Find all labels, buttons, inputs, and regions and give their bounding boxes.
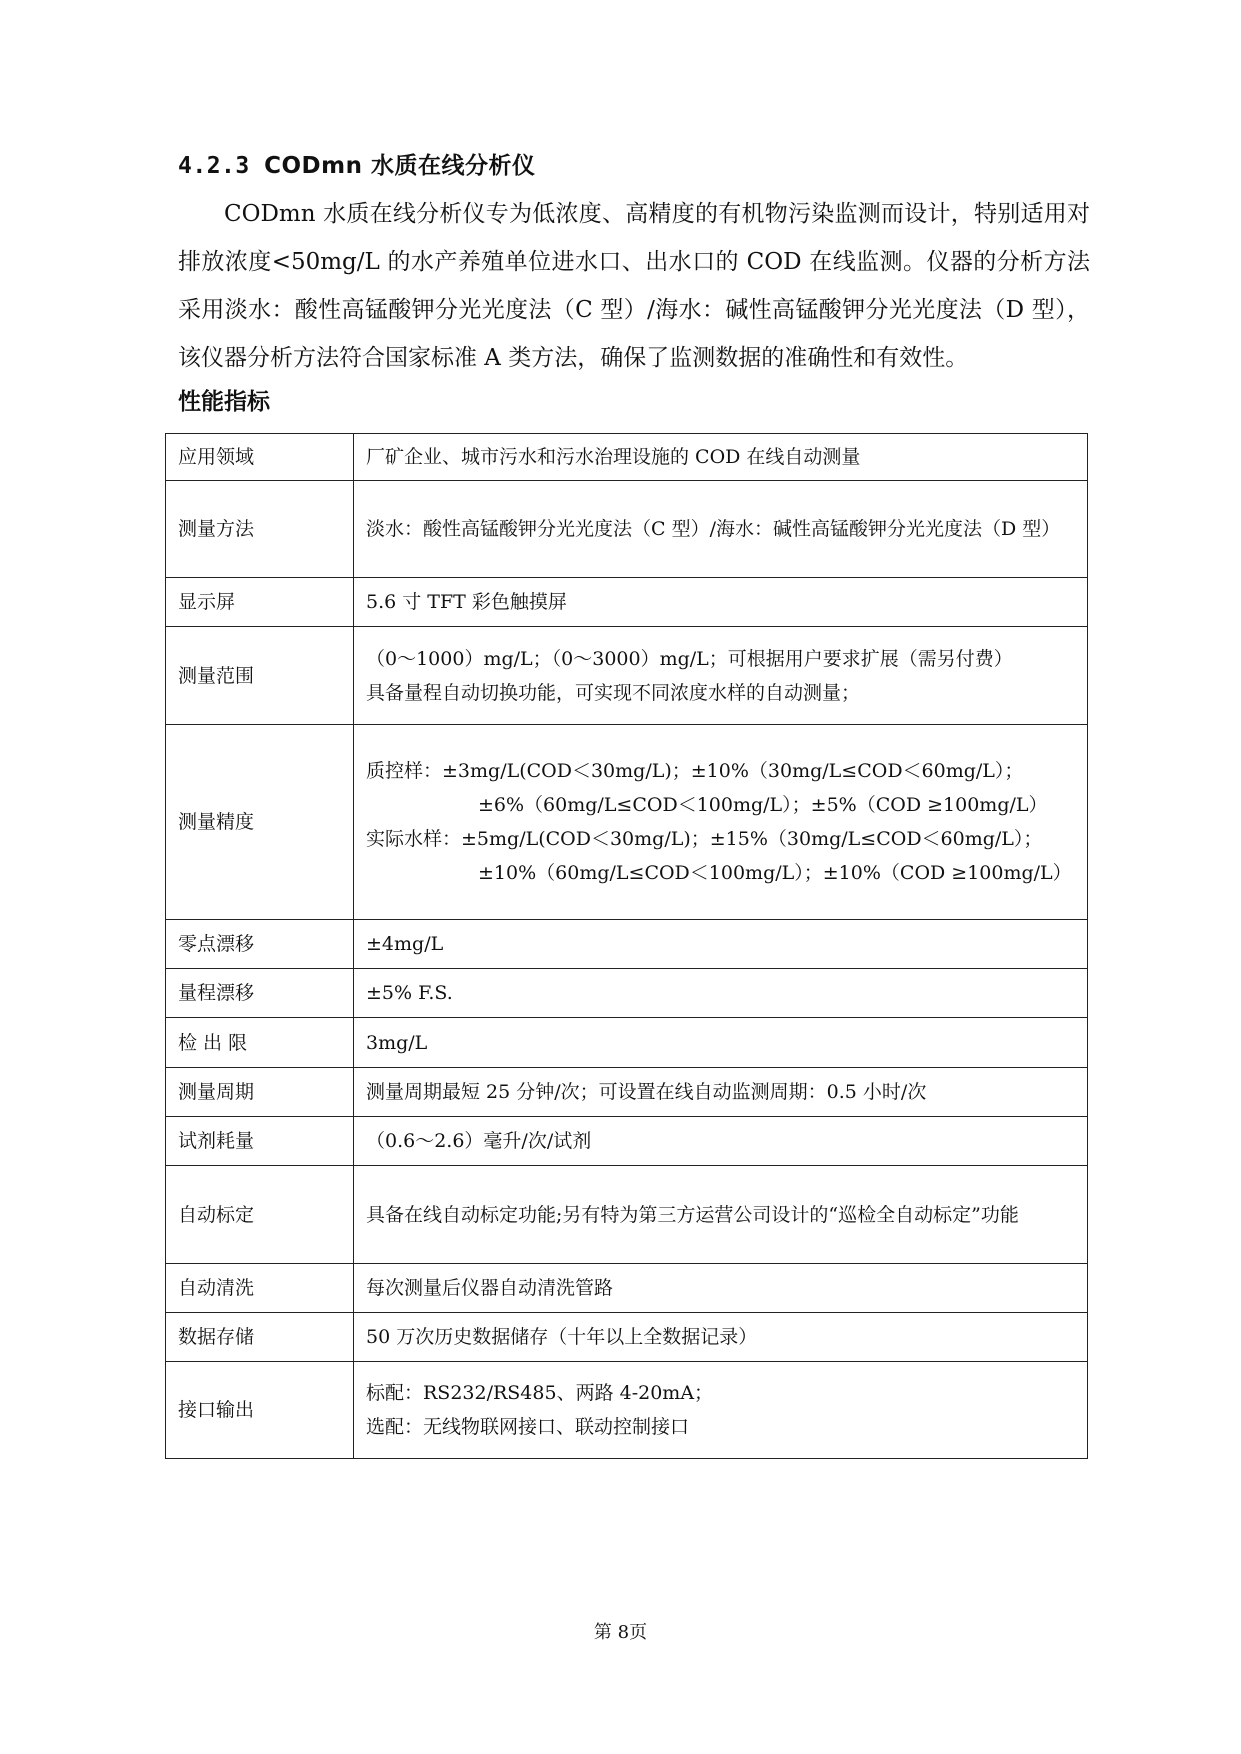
table-row xyxy=(166,1018,1088,1068)
page-number: 第 8页 xyxy=(593,1622,648,1643)
row-label: 零点漂移 xyxy=(166,920,354,969)
section-heading xyxy=(178,147,535,180)
interface-line: 选配：无线物联网接口、联动控制接口 xyxy=(366,1416,690,1438)
table-row xyxy=(166,627,1088,725)
row-label: 测量周期 xyxy=(166,1068,354,1117)
row-value: 5.6 寸 TFT 彩色触摸屏 xyxy=(354,578,1088,627)
row-value xyxy=(354,1362,1088,1459)
table-row xyxy=(166,920,1088,969)
range-line: （0～1000）mg/L；（0～3000）mg/L；可根据用户要求扩展（需另付费） xyxy=(366,647,1013,670)
table-row xyxy=(166,434,1088,481)
accuracy-line: 质控样：±3mg/L(COD＜30mg/L)；±10%（30mg/L≤COD＜60mg/L）； xyxy=(366,760,1024,782)
row-label: 检 出 限 xyxy=(166,1018,354,1068)
table-row xyxy=(166,481,1088,578)
accuracy-line: 实际水样：±5mg/L(COD＜30mg/L)；±15%（30mg/L≤COD＜60mg/L）； xyxy=(366,828,1043,850)
table-row xyxy=(166,969,1088,1018)
row-label: 量程漂移 xyxy=(166,969,354,1018)
table-row xyxy=(166,1068,1088,1117)
row-value xyxy=(354,627,1088,725)
row-value: （0.6～2.6）毫升/次/试剂 xyxy=(354,1117,1088,1166)
row-value: 具备在线自动标定功能;另有特为第三方运营公司设计的“巡检全自动标定”功能 xyxy=(354,1166,1088,1264)
row-value: 测量周期最短 25 分钟/次；可设置在线自动监测周期：0.5 小时/次 xyxy=(354,1068,1088,1117)
table-row xyxy=(166,1264,1088,1313)
accuracy-line: ±10%（60mg/L≤COD＜100mg/L）；±10%（COD ≥100mg/L） xyxy=(478,862,1072,884)
row-label: 显示屏 xyxy=(166,578,354,627)
row-value: 50 万次历史数据储存（十年以上全数据记录） xyxy=(354,1313,1088,1362)
section-title: CODmn 水质在线分析仪 xyxy=(264,153,536,179)
row-value: 3mg/L xyxy=(354,1018,1088,1068)
row-label: 数据存储 xyxy=(166,1313,354,1362)
table-row xyxy=(166,578,1088,627)
interface-line: 标配：RS232/RS485、两路 4-20mA； xyxy=(366,1382,714,1404)
row-value xyxy=(354,725,1088,920)
row-value: 淡水：酸性高锰酸钾分光光度法（C 型）/海水：碱性高锰酸钾分光光度法（D 型） xyxy=(354,481,1088,578)
table-row xyxy=(166,1362,1088,1459)
row-label: 测量方法 xyxy=(166,481,354,578)
table-row xyxy=(166,1117,1088,1166)
spec-heading: 性能指标 xyxy=(178,389,270,415)
intro-paragraph: CODmn 水质在线分析仪专为低浓度、高精度的有机物污染监测而设计，特别适用对排放浓度<50mg/L 的水产养殖单位进水口、出水口的 COD 在线监测。仪器的分析方法采用淡水：酸性高锰酸钾分光光度法（C 型）/海水：碱性高锰酸钾分光光度法（D 型），该仪器分析方法符合国家标准 A 类方法，确保了监测数据的准确性和有效性。 xyxy=(178,201,1090,371)
row-label: 应用领域 xyxy=(166,434,354,481)
section-number: 4.2.3 xyxy=(178,153,250,179)
table-row xyxy=(166,1313,1088,1362)
row-label: 测量范围 xyxy=(166,627,354,725)
row-value: 厂矿企业、城市污水和污水治理设施的 COD 在线自动测量 xyxy=(354,434,1088,481)
table-row xyxy=(166,725,1088,920)
row-label: 自动清洗 xyxy=(166,1264,354,1313)
table-row xyxy=(166,1166,1088,1264)
accuracy-line: ±6%（60mg/L≤COD＜100mg/L）；±5%（COD ≥100mg/L） xyxy=(478,794,1048,816)
row-label: 接口输出 xyxy=(166,1362,354,1459)
row-value: 每次测量后仪器自动清洗管路 xyxy=(354,1264,1088,1313)
row-label: 测量精度 xyxy=(166,725,354,920)
spec-table xyxy=(165,433,1088,1459)
range-line: 具备量程自动切换功能，可实现不同浓度水样的自动测量； xyxy=(366,681,861,704)
row-label: 自动标定 xyxy=(166,1166,354,1264)
row-value: ±5% F.S. xyxy=(354,969,1088,1018)
row-label: 试剂耗量 xyxy=(166,1117,354,1166)
row-value: ±4mg/L xyxy=(354,920,1088,969)
